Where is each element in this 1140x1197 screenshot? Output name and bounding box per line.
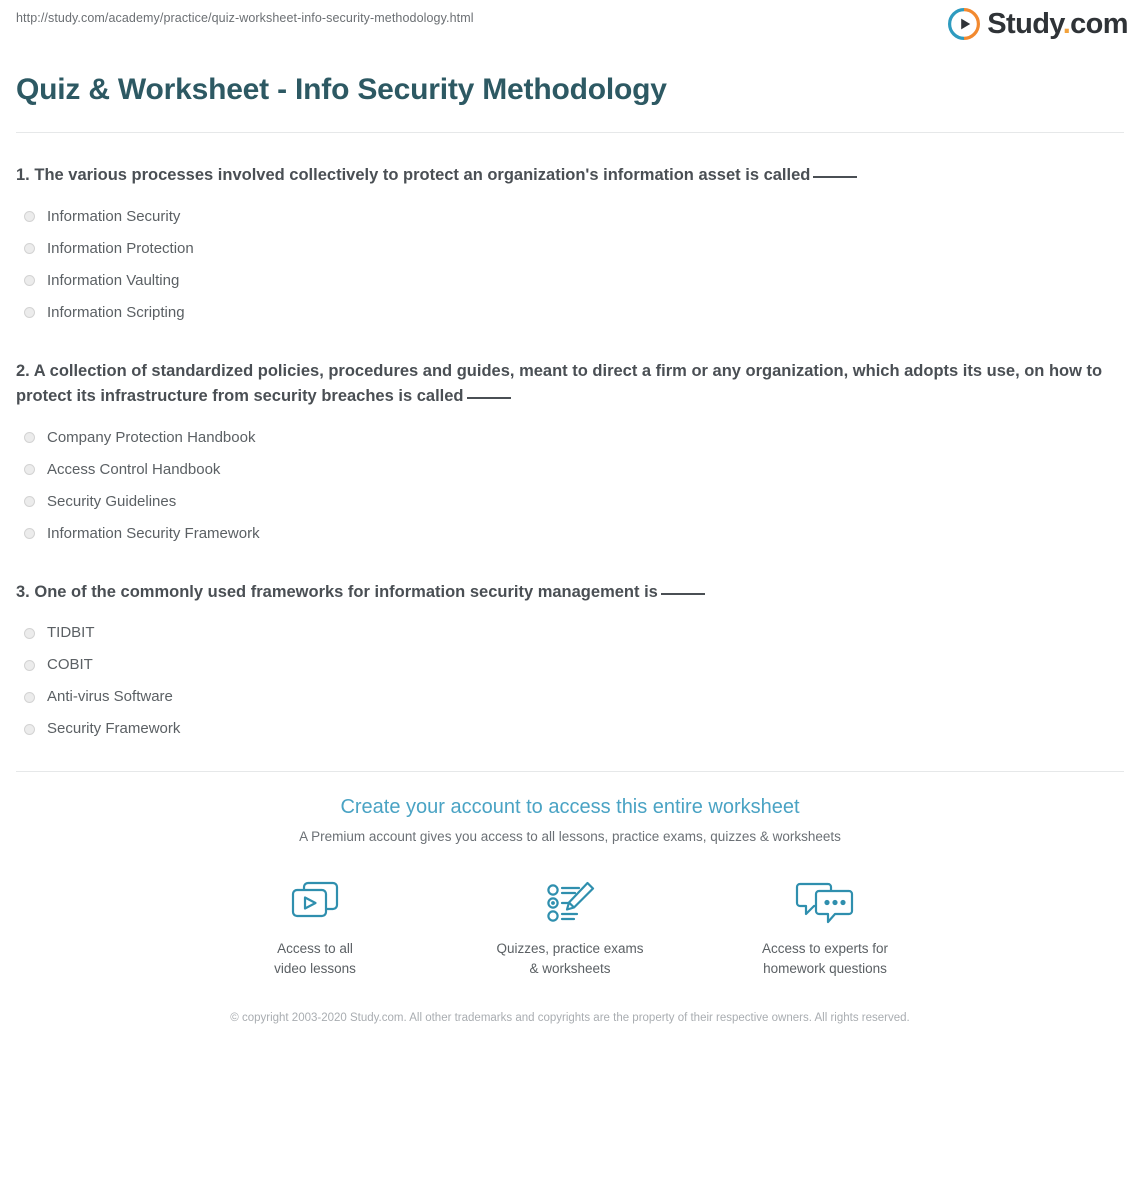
question-number: 2.	[16, 361, 30, 380]
feature-item	[483, 877, 658, 978]
radio-button-icon[interactable]	[24, 724, 35, 735]
logo-wordmark	[987, 7, 1128, 40]
answer-option-label: Information Scripting	[47, 303, 185, 321]
feature-label	[483, 939, 658, 978]
feature-label-line1: Access to all	[277, 941, 353, 957]
question-block	[16, 580, 1124, 746]
copyright-text: © copyright 2003-2020 Study.com. All other trademarks and copyrights are the property of their respective owners. All rights reserved.	[230, 1012, 910, 1025]
radio-button-icon[interactable]	[24, 660, 35, 671]
feature-item	[738, 877, 913, 978]
answer-option[interactable]	[16, 486, 1124, 518]
radio-button-icon[interactable]	[24, 211, 35, 222]
question-text	[16, 580, 1124, 606]
video-lessons-icon	[228, 877, 403, 929]
answer-option-label: Company Protection Handbook	[47, 428, 256, 446]
answer-option-label: Information Security Framework	[47, 524, 260, 542]
answer-option[interactable]	[16, 454, 1124, 486]
quiz-pencil-icon	[483, 877, 658, 929]
feature-label	[738, 939, 913, 978]
answer-option[interactable]	[16, 681, 1124, 713]
feature-label-line2: & worksheets	[529, 960, 611, 976]
question-block	[16, 163, 1124, 329]
page-url: http://study.com/academy/practice/quiz-worksheet-info-security-methodology.html	[16, 11, 474, 25]
answer-option[interactable]	[16, 297, 1124, 329]
answer-option[interactable]	[16, 713, 1124, 745]
logo-dot: .	[1062, 7, 1071, 40]
answer-blank	[467, 397, 511, 399]
answer-option[interactable]	[16, 265, 1124, 297]
question-text	[16, 163, 1124, 189]
radio-button-icon[interactable]	[24, 692, 35, 703]
page-header	[0, 0, 1140, 62]
answer-option[interactable]	[16, 201, 1124, 233]
answer-option-label: Security Guidelines	[47, 492, 177, 510]
question-number: 3.	[16, 582, 30, 601]
question-block	[16, 359, 1124, 550]
logo-tld: com	[1070, 7, 1128, 40]
question-body: One of the commonly used frameworks for information security management is	[34, 582, 658, 601]
answer-blank	[661, 593, 705, 595]
cta-subtitle: A Premium account gives you access to all lessons, practice exams, quizzes & worksheets	[299, 829, 841, 845]
answer-option[interactable]	[16, 617, 1124, 649]
answer-option[interactable]	[16, 649, 1124, 681]
feature-list	[0, 877, 1140, 978]
feature-label-line1: Quizzes, practice exams	[496, 941, 644, 957]
chat-bubbles-icon	[738, 877, 913, 929]
answer-blank	[813, 176, 857, 178]
create-account-cta	[0, 772, 1140, 1027]
answer-option-label: COBIT	[47, 656, 93, 674]
feature-label-line1: Access to experts for	[761, 941, 889, 957]
study-com-logo[interactable]	[948, 8, 1128, 40]
radio-button-icon[interactable]	[24, 628, 35, 639]
radio-button-icon[interactable]	[24, 432, 35, 443]
answer-option[interactable]	[16, 422, 1124, 454]
question-text	[16, 359, 1124, 410]
title-divider	[16, 132, 1124, 133]
feature-label-line2: homework questions	[763, 960, 887, 976]
page-title: Quiz & Worksheet - Info Security Methodology	[16, 73, 667, 106]
question-body: A collection of standardized policies, procedures and guides, meant to direct a firm or any organization, which adopts its use, on how to protect its infrastructure from security breaches is called	[16, 361, 1103, 406]
play-circle-icon	[948, 8, 980, 40]
answer-options	[16, 201, 1124, 329]
create-account-link[interactable]: Create your account to access this entire worksheet	[340, 796, 800, 819]
answer-option-label: Anti-virus Software	[47, 688, 173, 706]
answer-option-label: Security Framework	[47, 720, 181, 738]
answer-option-label: Information Security	[47, 207, 181, 225]
answer-option-label: Information Protection	[47, 239, 194, 257]
question-number: 1.	[16, 166, 30, 184]
radio-button-icon[interactable]	[24, 528, 35, 539]
answer-option-label: Access Control Handbook	[47, 460, 221, 478]
radio-button-icon[interactable]	[24, 243, 35, 254]
answer-options	[16, 617, 1124, 745]
answer-option[interactable]	[16, 233, 1124, 265]
radio-button-icon[interactable]	[24, 275, 35, 286]
feature-label-line2: video lessons	[274, 960, 356, 976]
radio-button-icon[interactable]	[24, 464, 35, 475]
radio-button-icon[interactable]	[24, 496, 35, 507]
answer-option-label: Information Vaulting	[47, 271, 180, 289]
answer-option-label: TIDBIT	[47, 624, 95, 642]
feature-item	[228, 877, 403, 978]
answer-options	[16, 422, 1124, 550]
feature-label	[228, 939, 403, 978]
radio-button-icon[interactable]	[24, 307, 35, 318]
title-section	[0, 72, 1140, 108]
answer-option[interactable]	[16, 518, 1124, 550]
questions-list	[0, 163, 1140, 745]
logo-brand: Study	[987, 7, 1063, 40]
question-body: The various processes involved collectively to protect an organization's information asset is called	[34, 166, 811, 184]
